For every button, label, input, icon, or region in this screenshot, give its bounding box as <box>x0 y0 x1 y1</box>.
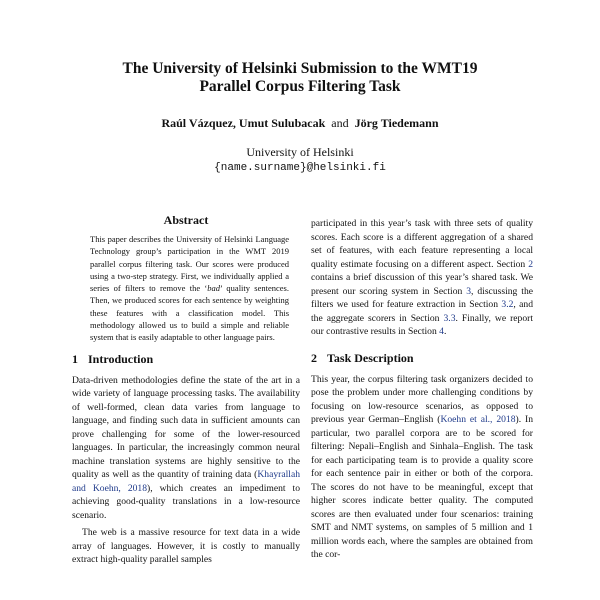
ref-section-3-2[interactable]: 3.2 <box>501 299 514 310</box>
author-email: {name.surname}@helsinki.fi <box>214 162 386 174</box>
abstract-text-italic: bad <box>207 283 220 294</box>
affiliation-block <box>60 144 540 176</box>
right-p-b: contains a brief discussion of this year’s shared task. We present our scoring system in Section <box>311 272 533 297</box>
intro-paragraph-1 <box>72 374 300 523</box>
abstract-text <box>90 233 289 344</box>
ref-section-3[interactable]: 3 <box>466 285 472 297</box>
left-column <box>72 213 300 567</box>
intro-p1-a: Data-driven methodologies define the state of the art in a wide variety of language processing tasks. The availability of well-formed, clean data varies from language to language, and finding such data in sufficient amounts can prove challenging for some of the lower-resourced languages. In particular, the increasingly common neural machine translation systems are highly sensitive to the quality as well as the quantity of training data ( <box>72 374 300 481</box>
abstract-text-b: ’ quality sentences. Then, we produced scores for each sentence by weighting these features with a classification model. This methodology allowed us to build a simple and reliable system that is easily adaptable to other language pairs. <box>90 283 289 343</box>
ref-section-3-3[interactable]: 3.3 <box>443 312 456 324</box>
intro-title: Introduction <box>88 351 154 366</box>
right-p-d: , and the aggregate scorers in Section <box>311 299 533 324</box>
author-list <box>60 116 540 131</box>
intro-continued-paragraph <box>311 217 533 339</box>
ref-section-2[interactable]: 2 <box>528 258 533 270</box>
abstract-heading: Abstract <box>163 213 209 227</box>
author-and: and <box>331 116 349 130</box>
right-column <box>311 217 533 562</box>
affiliation: University of Helsinki <box>246 145 354 159</box>
title-line-1: The University of Helsinki Submission to the WMT19 <box>122 60 478 77</box>
right-p-c: , discussing the filters we used for feature extraction in Section <box>311 285 533 310</box>
author-names-1: Raúl Vázquez, Umut Sulubacak <box>161 116 326 130</box>
author-names-2: Jörg Tiedemann <box>354 116 439 130</box>
ref-section-4[interactable]: 4 <box>439 326 444 337</box>
abstract-text-a: This paper describes the University of Helsinki Language Technology group’s participation in the WMT 2019 parallel corpus filtering task. Our scores were produced using a two-step strategy. First, we individually applied a series of filters to remove the ‘ <box>90 234 289 294</box>
citation-khayrallah-koehn[interactable]: Khayrallah and Koehn, 2018 <box>72 469 300 494</box>
paper-title <box>60 60 540 96</box>
intro-heading <box>72 352 300 367</box>
task-p-b: ). In particular, two parallel corpora are to be scored for filtering: Nepali–English and Sinhala–English. The task for each participating team is to provide a quality score for each sentence pair in either or both of the corpora. The scores do not have to be meaningful, except that higher scores indicate better quality. The computed scores are then evaluated under four scenarios: training SMT and NMT systems, on samples of 5 million and 1 million words each, where the samples are obtained from the cor- <box>311 414 534 560</box>
task-section-number: 2 <box>311 350 317 365</box>
intro-p1-b: ), which creates an impediment to achieving good-quality translations in a low-resource scenario. <box>72 482 300 521</box>
task-p-a: This year, the corpus filtering task organizers decided to pose the problem under more challenging conditions by focusing on low-resource scenarios, as opposed to previous year German–English ( <box>311 373 533 425</box>
task-section-title: Task Description <box>327 350 414 365</box>
right-p-e: . Finally, we report our contrastive results in Section <box>311 312 533 337</box>
task-description-heading <box>311 351 533 366</box>
intro-paragraph-2: The web is a massive resource for text data in a wide array of languages. However, it is costly to manually extract high-quality parallel samples <box>72 527 300 566</box>
citation-koehn-et-al[interactable]: Koehn et al., 2018 <box>440 414 516 425</box>
title-line-2: Parallel Corpus Filtering Task <box>199 78 401 95</box>
intro-number: 1 <box>72 351 78 366</box>
task-description-paragraph <box>311 373 533 562</box>
right-p-f: . <box>443 326 447 337</box>
right-p-a: participated in this year’s task with three sets of quality scores. Each score is a different aggregation of a shared set of features, with each feature representing a local quality estimate focusing on a different aspect. Section <box>311 218 533 270</box>
